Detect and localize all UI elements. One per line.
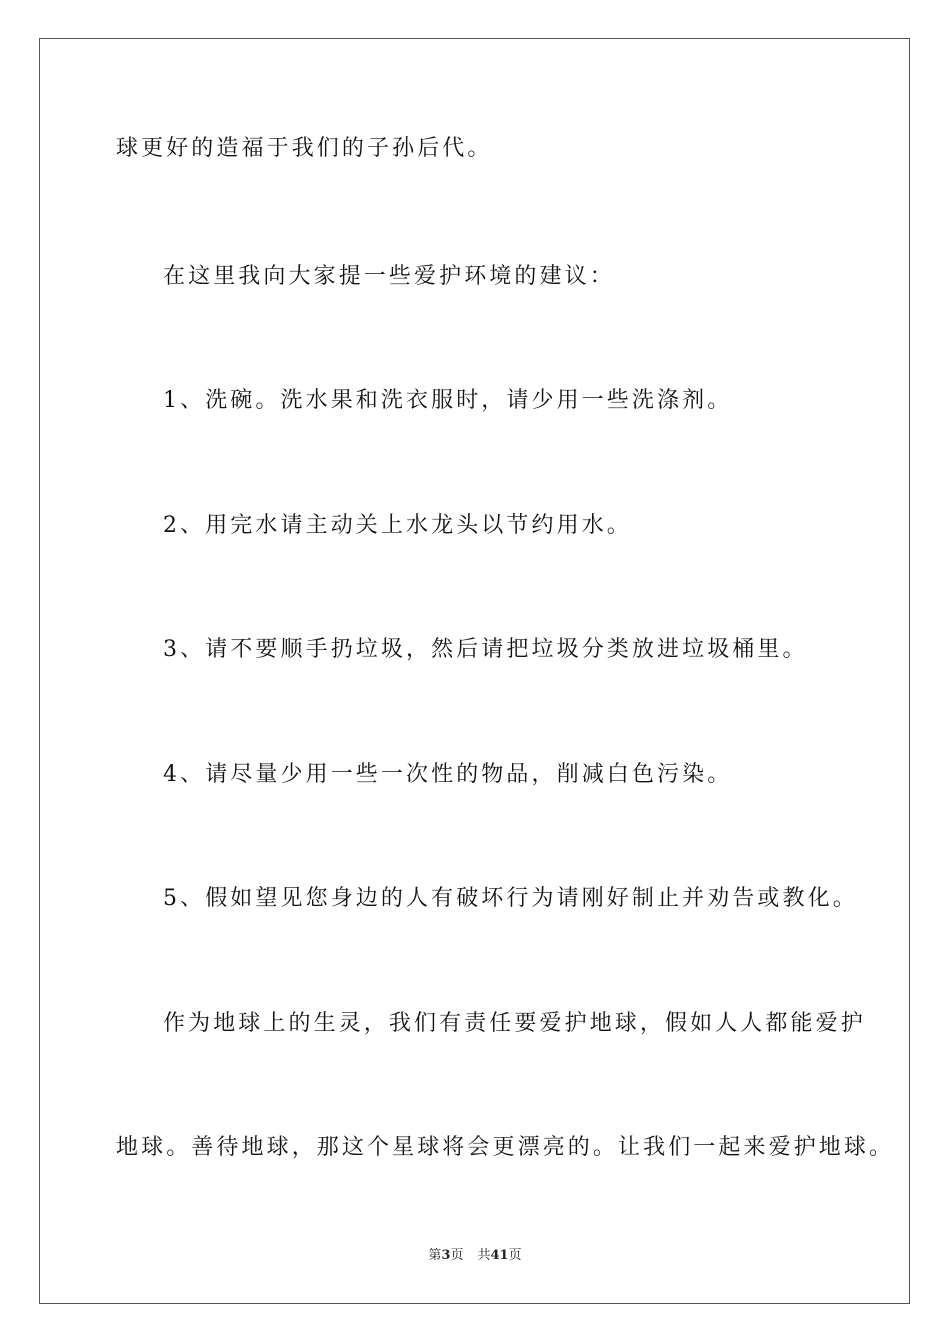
paragraph-intro: 在这里我向大家提一些爱护环境的建议： <box>163 264 615 289</box>
total-suffix: 页 <box>508 1248 522 1263</box>
paragraph-conclusion: 作为地球上的生灵，我们有责任要爱护地球，假如人人都能爱护 <box>163 1011 866 1036</box>
current-page-number: 3 <box>441 1248 451 1263</box>
total-prefix: 共 <box>477 1248 491 1263</box>
suggestion-item-3: 3、请不要顺手扔垃圾，然后请把垃圾分类放进垃圾桶里。 <box>163 637 808 662</box>
page-border <box>39 38 910 1304</box>
suggestion-item-4: 4、请尽量少用一些一次性的物品，削减白色污染。 <box>163 762 733 787</box>
paragraph-conclusion-continued: 地球。善待地球，那这个星球将会更漂亮的。让我们一起来爱护地球。 <box>116 1135 895 1160</box>
paragraph-continuation: 球更好的造福于我们的子孙后代。 <box>116 136 493 161</box>
suggestion-item-5: 5、假如望见您身边的人有破坏行为请刚好制止并劝告或教化。 <box>163 886 858 911</box>
page-prefix: 第 <box>428 1248 442 1263</box>
suggestion-item-1: 1、洗碗。洗水果和洗衣服时，请少用一些洗涤剂。 <box>163 388 733 413</box>
suggestion-item-2: 2、用完水请主动关上水龙头以节约用水。 <box>163 513 632 538</box>
page-footer <box>0 1248 950 1264</box>
total-page-count: 41 <box>490 1248 509 1263</box>
page-suffix: 页 <box>450 1248 464 1263</box>
